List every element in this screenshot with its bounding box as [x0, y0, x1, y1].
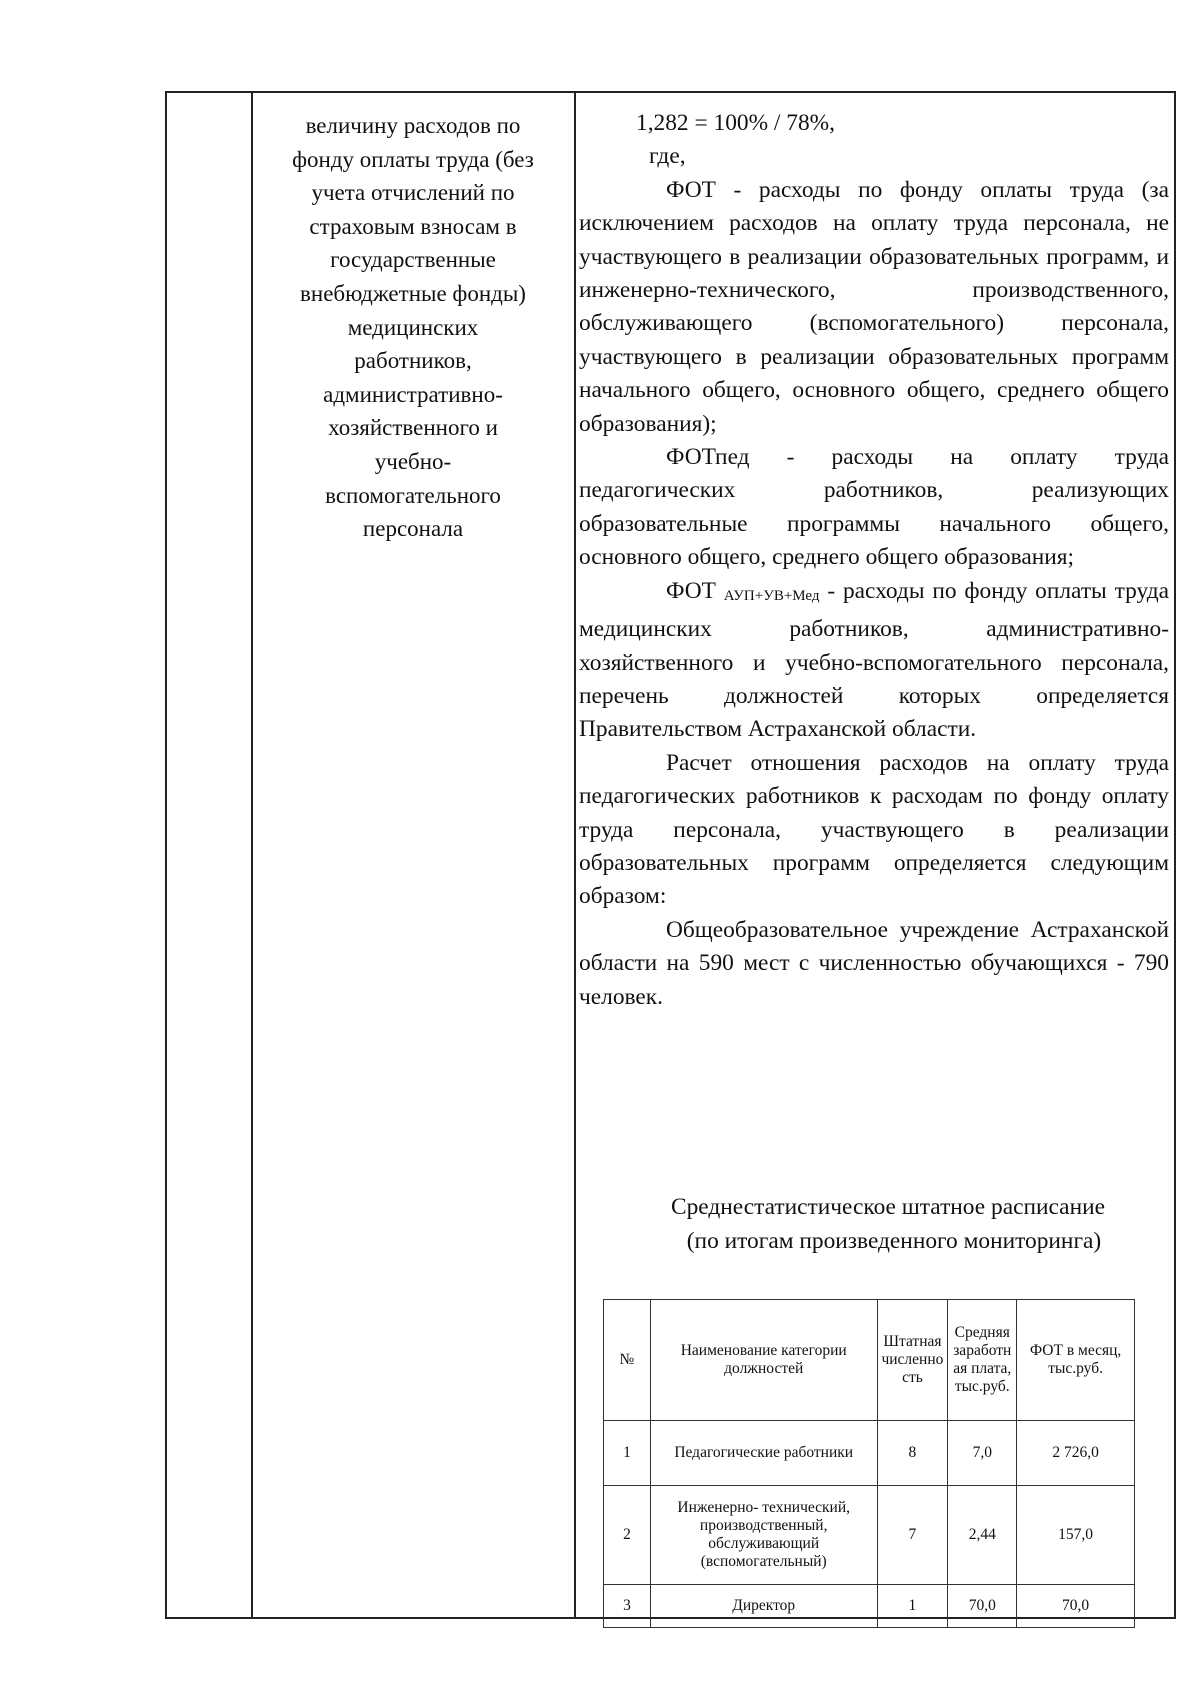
caption-line: (по итогам произведенного мониторинга) — [686, 1227, 1102, 1254]
label-line: учета отчислений по — [311, 180, 515, 206]
header-staff-count: Штатная численность — [877, 1300, 948, 1421]
cell-monthly-fund: 157,0 — [1017, 1486, 1135, 1585]
cell-staff-count: 7 — [877, 1486, 948, 1585]
label-line: величину расходов по — [305, 113, 521, 138]
table-row — [604, 1421, 1135, 1486]
label-line: работников, — [354, 348, 472, 374]
table-caption — [579, 1191, 1169, 1258]
caption-line: Среднестатистическое штатное расписание — [671, 1194, 1105, 1220]
cell-staff-count: 1 — [877, 1585, 948, 1628]
cell-category: Инженерно- технический, производственный, обслуживающий (вспомогательный) — [650, 1486, 877, 1585]
label-line: фонду оплаты труда (без — [292, 146, 534, 172]
cell-category: Директор — [650, 1585, 877, 1628]
cell-avg-salary: 2,44 — [948, 1486, 1017, 1585]
cell-num: 3 — [604, 1585, 651, 1628]
table-header-row — [604, 1300, 1135, 1421]
column-divider — [574, 93, 576, 1617]
header-monthly-fund: ФОТ в месяц, тыс.руб. — [1017, 1300, 1135, 1421]
table-row — [604, 1486, 1135, 1585]
cell-num: 1 — [604, 1421, 651, 1486]
fotaup-definition — [579, 575, 1169, 747]
label-line: административно- — [323, 381, 503, 407]
indicator-label — [255, 109, 571, 546]
cell-staff-count: 8 — [877, 1421, 948, 1486]
label-line: внебюджетные фонды) — [300, 280, 526, 306]
header-num: № — [604, 1300, 651, 1421]
label-line: государственные — [330, 247, 496, 273]
fotaup-text: - расходы по фонду оплаты труда медицинских работников, административно-хозяйственного и учебно-вспомогательного персонала, перечень должностей которых определяется Правительством Астраханской области. — [579, 577, 1169, 743]
cell-category: Педагогические работники — [650, 1421, 877, 1486]
cell-monthly-fund: 70,0 — [1017, 1585, 1135, 1628]
label-line: хозяйственного и — [328, 415, 498, 441]
document-table-frame — [165, 91, 1176, 1619]
staff-schedule-table — [603, 1299, 1135, 1628]
ratio-formula: 1,282 = 100% / 78%, — [636, 110, 836, 136]
label-line: учебно- — [374, 448, 452, 474]
label-line: медицинских — [347, 314, 479, 340]
cell-avg-salary: 70,0 — [948, 1585, 1017, 1628]
cell-monthly-fund: 2 726,0 — [1017, 1421, 1135, 1486]
cell-avg-salary: 7,0 — [948, 1421, 1017, 1486]
label-line: вспомогательного — [325, 482, 501, 508]
school-paragraph: Общеобразовательное учреждение Астраханской области на 590 мест с численностью обучающихся - 790 человек. — [579, 916, 1169, 1010]
fotaup-subscript: АУП+УВ+Мед — [723, 587, 820, 604]
table-row — [604, 1585, 1135, 1628]
fotaup-symbol: ФОТ — [666, 577, 716, 604]
label-line: страховым взносам в — [309, 213, 517, 239]
fotped-definition: ФОТпед - расходы на оплату труда педагогических работников, реализующих образовательные программы начального общего, основного общего, среднего общего образования; — [579, 444, 1169, 571]
label-line: персонала — [362, 516, 464, 542]
fot-definition: ФОТ - расходы по фонду оплаты труда (за исключением расходов на оплату труда персонала, не участвующего в реализации образовательных программ, и инженерно-технического, производственного, обслуживающего (вспомогательного) персонала, участвующего в реализации образовательных программ начального общего, основного общего, среднего общего образования); — [579, 176, 1169, 437]
cell-num: 2 — [604, 1486, 651, 1585]
column-divider — [251, 93, 253, 1617]
description-column — [579, 107, 1169, 1614]
header-category: Наименование категории должностей — [650, 1300, 877, 1421]
where-label: где, — [649, 143, 686, 170]
header-avg-salary: Средняя заработная плата, тыс.руб. — [948, 1300, 1017, 1421]
calculation-paragraph: Расчет отношения расходов на оплату труда педагогических работников к расходам по фонду оплату труда персонала, участвующего в реализации образовательных программ определяется следующим образом: — [579, 749, 1169, 910]
